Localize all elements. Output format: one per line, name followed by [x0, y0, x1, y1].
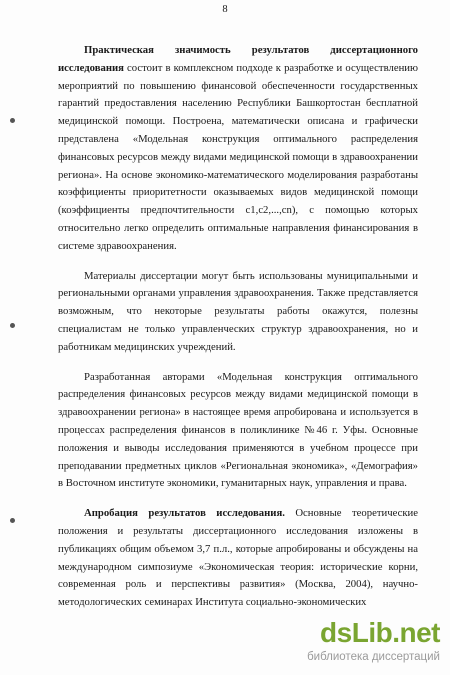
paragraph-lead: Практическая значимость результатов диссертационного исследования	[58, 44, 418, 74]
paragraph-text: Основные теоретические положения и результаты диссертационного исследования изложены в публикациях общим объемом 3,7 п.л., которые апробированы и обсуждены на международном симпозиуме «Экономическая теория: исторические корни, современная роль и перспективы развития» (Москва, 2004), научно-методологических семинарах Института социально-экономических	[58, 507, 418, 609]
watermark	[250, 617, 440, 669]
paragraph-text: Материалы диссертации могут быть использованы муниципальными и региональными органами управления здравоохранения. Также представляется возможным, что некоторые результаты работы окажутся, полезны специалистам не только управленческих структур здравоохранения, но и работникам медицинских учреждений.	[58, 269, 418, 353]
paragraph-approbation	[58, 505, 418, 612]
paragraph-model	[58, 369, 418, 494]
paragraph-lead: Апробация результатов исследования.	[84, 507, 285, 520]
watermark-subtitle: библиотека диссертаций	[307, 651, 440, 663]
page-number: 8	[222, 4, 228, 15]
paragraph-significance	[58, 42, 418, 256]
paragraph-text: состоит в комплексном подходе к разработке и осуществлению мероприятий по повышению финансовой обеспеченности государственных гарантий предоставления населению Республики Башкортостан бесплатной медицинской помощи. Построена, математически описана и графически представлена «Модельная конструкция оптимального распределения финансовых ресурсов между видами медицинской помощи в здравоохранении региона». На основе экономико-математического моделирования разработаны коэффициенты приоритетности оказываемых видов медицинской помощи (коэффициенты предпочтительности c1,c2,...,cn), с помощью которых относительно легко определить оптимальные направления финансирования в системе здравоохранения.	[58, 61, 418, 252]
margin-bullet-icon	[10, 518, 15, 523]
paragraph-text: Разработанная авторами «Модельная конструкция оптимального распределения финансовых ресурсов между видами медицинской помощи в здравоохранении региона» в настоящее время апробирована и используется в процессах распределения финансов в поликлинике №46 г. Уфы. Основные положения и выводы исследования применяются в учебном процессе при преподавании предметных циклов «Региональная экономика», «Демография» в Восточном институте экономики, гуманитарных наук, управления и права.	[58, 370, 418, 490]
document-body	[58, 42, 418, 612]
paragraph-materials	[58, 268, 418, 357]
watermark-logo: dsLib.net	[320, 617, 440, 648]
margin-bullet-icon	[10, 323, 15, 328]
margin-bullet-icon	[10, 118, 15, 123]
